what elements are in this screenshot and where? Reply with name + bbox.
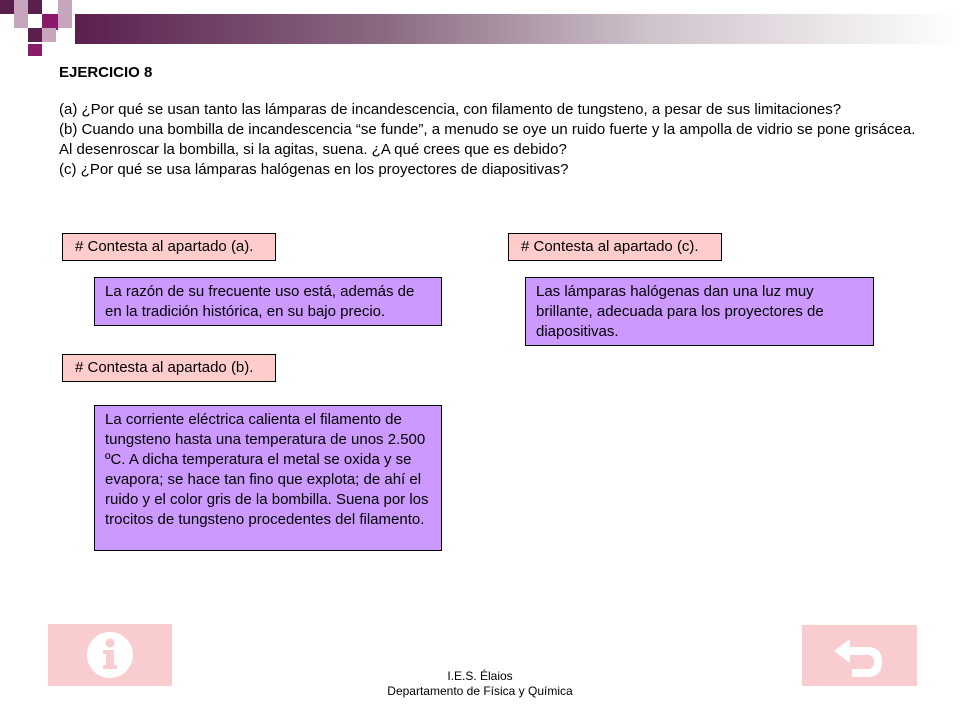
answer-a-box: La razón de su frecuente uso está, además de en la tradición histórica, en su bajo precio.	[94, 277, 442, 326]
answer-c-box: Las lámparas halógenas dan una luz muy brillante, adecuada para los proyectores de diapositivas.	[525, 277, 874, 346]
decor-square	[28, 44, 42, 56]
footer-school: I.E.S. Élaios	[447, 669, 513, 683]
footer	[0, 669, 960, 699]
question-b: (b) Cuando una bombilla de incandescencia “se funde”, a menudo se oye un ruido fuerte y la ampolla de vidrio se pone grisácea. Al desenroscar la bombilla, si la agitas, suena. ¿A qué crees que es debido?	[59, 121, 916, 158]
exercise-title: EJERCICIO 8	[59, 64, 153, 81]
answer-b-box: La corriente eléctrica calienta el filamento de tungsteno hasta una temperatura de unos 2.500 ºC. A dicha temperatura el metal se oxida y se evapora; se hace tan fino que explota; de ahí el ruido y el color gris de la bombilla. Suena por los trocitos de tungsteno procedentes del filamento.	[94, 405, 442, 551]
decor-square	[14, 0, 28, 14]
decor-square	[0, 0, 14, 14]
answer-a-label[interactable]: # Contesta al apartado (a).	[62, 233, 276, 261]
decor-square	[14, 14, 28, 28]
answer-b-label[interactable]: # Contesta al apartado (b).	[62, 354, 276, 382]
decor-square	[42, 28, 56, 42]
decor-square	[28, 28, 42, 42]
footer-department: Departamento de Física y Química	[387, 684, 573, 698]
question-c: (c) ¿Por qué se usa lámparas halógenas en los proyectores de diapositivas?	[59, 161, 569, 178]
decor-square	[58, 14, 72, 28]
answer-c-label[interactable]: # Contesta al apartado (c).	[508, 233, 722, 261]
question-a: (a) ¿Por qué se usan tanto las lámparas de incandescencia, con filamento de tungsteno, a pesar de sus limitaciones?	[59, 101, 842, 118]
decor-square	[28, 0, 42, 14]
decor-square	[58, 0, 72, 14]
header-gradient-bar	[75, 14, 960, 44]
exercise-statement	[59, 100, 919, 180]
